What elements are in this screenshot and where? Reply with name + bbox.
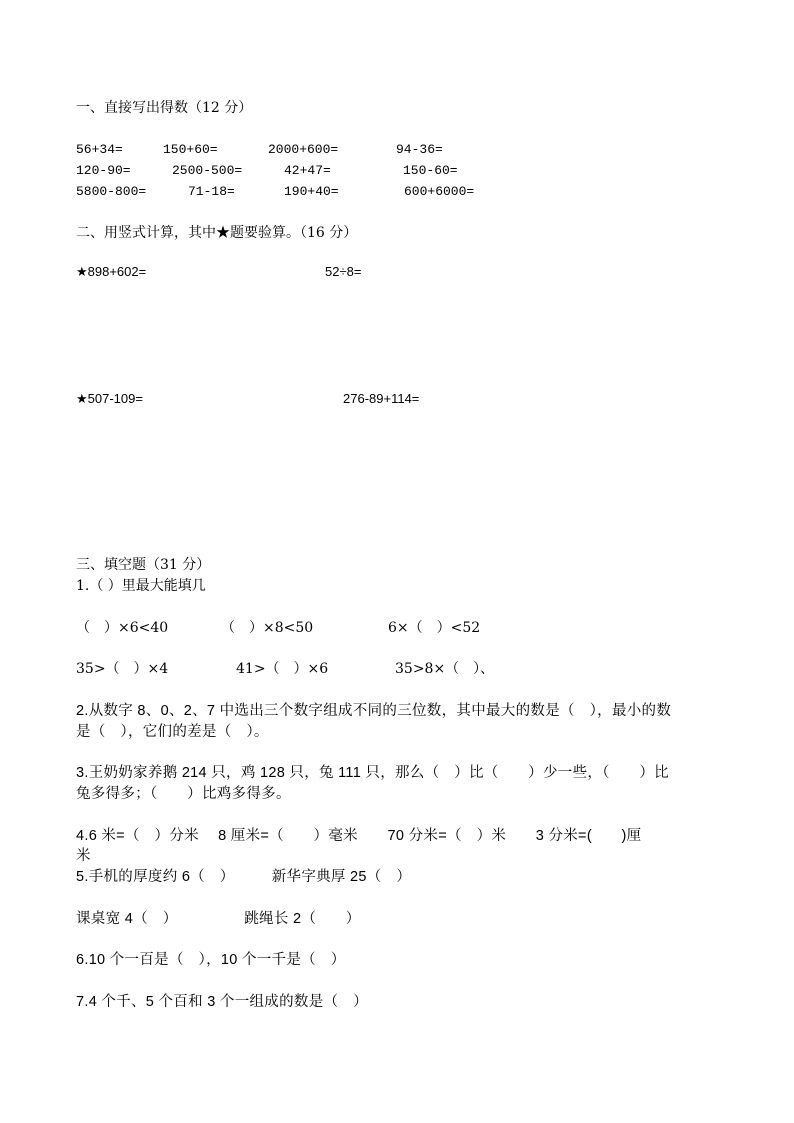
oral-calc-item: 71-18= bbox=[188, 184, 235, 199]
section-2-title: 二、用竖式计算，其中★题要验算。（16 分） bbox=[76, 225, 358, 241]
oral-calc-item: 120-90= bbox=[76, 163, 131, 178]
vertical-calc-problem: ★507-109= bbox=[76, 391, 143, 406]
oral-calc-item: 94-36= bbox=[396, 142, 443, 157]
question-3-line-1: 3.王奶奶家养鹅 214 只，鸡 128 只，兔 111 只，那么（ ）比（ ）少一些，（ ）比 bbox=[76, 765, 669, 781]
section-3-title: 三、填空题（31 分） bbox=[76, 557, 211, 573]
question-2-line-2: 是（ ），它们的差是（ ）。 bbox=[76, 724, 269, 740]
inequality-item: （ ）×8<50 bbox=[221, 620, 314, 636]
oral-calc-item: 2000+600= bbox=[268, 142, 339, 157]
oral-calc-item: 5800-800= bbox=[76, 184, 147, 199]
question-4-line-1: 4.6 米=（ ）分米 8 厘米=（ ）毫米 70 分米=（ ）米 3 分米=( )厘 bbox=[76, 828, 642, 844]
inequality-item: 35>8×（ ）、 bbox=[395, 661, 495, 677]
question-5-line-1: 5.手机的厚度约 6（ ） 新华字典厚 25（ ） bbox=[76, 869, 412, 885]
section-1-title: 一、直接写出得数（12 分） bbox=[76, 100, 253, 116]
inequality-item: 41>（ ）×6 bbox=[236, 661, 329, 677]
vertical-calc-problem: 52÷8= bbox=[325, 264, 362, 279]
vertical-calc-problem: 276-89+114= bbox=[343, 391, 420, 406]
oral-calc-item: 150-60= bbox=[403, 163, 458, 178]
question-5-line-2: 课桌宽 4（ ） 跳绳长 2（ ） bbox=[76, 911, 361, 927]
inequality-item: （ ）×6<40 bbox=[76, 620, 169, 636]
oral-calc-item: 2500-500= bbox=[172, 163, 243, 178]
oral-calc-item: 56+34= bbox=[76, 142, 123, 157]
inequality-item: 6×（ ）<52 bbox=[388, 620, 481, 636]
vertical-calc-problem: ★898+602= bbox=[76, 264, 147, 279]
oral-calc-item: 42+47= bbox=[284, 163, 331, 178]
oral-calc-item: 600+6000= bbox=[404, 184, 475, 199]
question-1-stem: 1.（ ）里最大能填几 bbox=[76, 578, 206, 594]
question-3-line-2: 兔多得多；（ ）比鸡多得多。 bbox=[76, 786, 291, 802]
inequality-item: 35>（ ）×4 bbox=[76, 661, 169, 677]
question-2-line-1: 2.从数字 8、0、2、7 中选出三个数字组成不同的三位数，其中最大的数是（ ），最小的数 bbox=[76, 703, 672, 719]
question-6: 6.10 个一百是（ ），10 个一千是（ ） bbox=[76, 952, 346, 968]
question-4-line-2: 米 bbox=[76, 848, 91, 864]
oral-calc-item: 150+60= bbox=[163, 142, 218, 157]
oral-calc-item: 190+40= bbox=[284, 184, 339, 199]
question-7: 7.4 个千、5 个百和 3 个一组成的数是（ ） bbox=[76, 994, 368, 1010]
